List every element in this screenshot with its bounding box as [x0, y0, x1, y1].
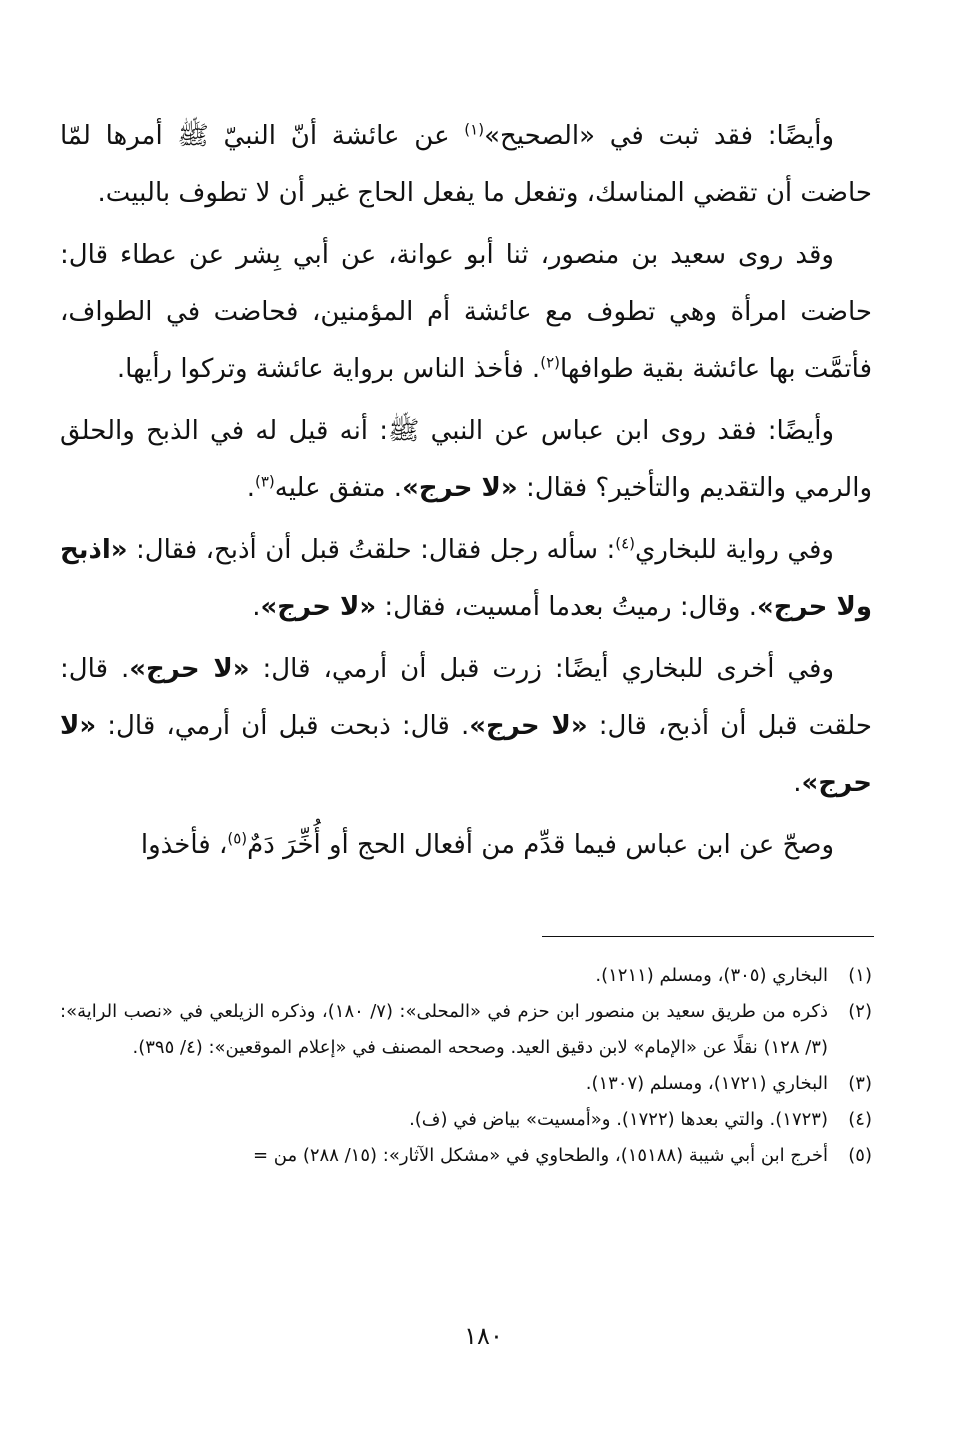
- text-run: وأيضًا: فقد روى ابن عباس عن النبي ﷺ: أنه قيل له في الذبح والحلق والرمي والتقديم والتأخير؟ فقال:: [60, 416, 872, 503]
- page-number: ١٨٠: [464, 1322, 503, 1350]
- footnote-number: (٣): [848, 1073, 872, 1094]
- text-run: وفي رواية للبخاري: [634, 535, 834, 565]
- footnote-number: (١): [848, 965, 872, 986]
- paragraph-2: [60, 227, 872, 398]
- footnote-4: [60, 1102, 872, 1138]
- text-run: . متفق عليه: [274, 473, 403, 503]
- footnote-2: [60, 994, 872, 1066]
- footnote-number: (٤): [848, 1109, 872, 1130]
- footnote-3: [60, 1066, 872, 1102]
- footnote-ref-5: (٥): [227, 829, 248, 848]
- quote-bold: «لا حرج»: [60, 711, 872, 798]
- footnote-ref-2: (٢): [540, 353, 560, 372]
- text-run: . وقال: رميتُ بعدما أمسيت، فقال:: [376, 592, 757, 622]
- paragraph-1: [60, 108, 872, 222]
- text-run: . قال: ذبحت قبل أن أرمي، قال:: [96, 711, 470, 741]
- footnote-ref-3: (٣): [254, 472, 275, 491]
- text-run: وقد روى سعيد بن منصور، ثنا أبو عوانة، عن أبي بِشر عن عطاء قال: حاضت امرأة وهي تطوف مع عائشة أم المؤمنين، فحاضت في الطواف، فأتمَّت بها عائشة بقية طوافها: [60, 240, 872, 384]
- quote-bold: «لا حرج»: [129, 654, 250, 684]
- text-run: وأيضًا: فقد ثبت في «الصحيح»: [484, 121, 835, 151]
- quote-bold: «لا حرج»: [402, 473, 518, 503]
- text-run: .: [793, 768, 802, 798]
- footnote-ref-4: (٤): [615, 534, 635, 553]
- footnote-text: أخرج ابن أبي شيبة (١٥١٨٨)، والطحاوي في «مشكل الآثار»: (١٥/ ٢٨٨) من =: [252, 1145, 828, 1166]
- footnote-number: (٥): [848, 1145, 872, 1166]
- paragraph-5: [60, 641, 872, 812]
- paragraph-6: [60, 817, 872, 874]
- footnote-5: [60, 1138, 872, 1174]
- text-run: . قال: حلقت قبل أن أذبح، قال:: [60, 654, 872, 741]
- footnote-1: [60, 958, 872, 994]
- footnote-text: البخاري (٣٠٥)، ومسلم (١٢١١).: [595, 965, 828, 986]
- text-run: .: [246, 473, 255, 503]
- text-run: وفي أخرى للبخاري أيضًا: زرت قبل أن أرمي، قال:: [249, 654, 835, 684]
- paragraph-3: [60, 403, 872, 517]
- text-run: . فأخذ الناس برواية عائشة وتركوا رأيها.: [116, 354, 541, 384]
- quote-bold: «لا حرج»: [469, 711, 588, 741]
- main-text: [60, 108, 872, 879]
- text-run: وصحّ عن ابن عباس فيما قدِّم من أفعال الحج أو أُخِّرَ دَمٌ: [247, 830, 834, 860]
- footnote-divider: [542, 936, 874, 937]
- text-run: عن عائشة أنّ النبيّ ﷺ أمرها لمّا حاضت أن تقضي المناسك، وتفعل ما يفعل الحاج غير أن لا تطوف بالبيت.: [60, 121, 872, 208]
- quote-bold: «اذبح ولا حرج»: [60, 535, 872, 622]
- footnote-number: (٢): [848, 1001, 872, 1022]
- text-run: : سأله رجل فقال: حلقتُ قبل أن أذبح، فقال:: [127, 535, 616, 565]
- footnotes: [60, 958, 872, 1174]
- footnote-text: ذكره من طريق سعيد بن منصور ابن حزم في «المحلى»: (٧/ ١٨٠)، وذكره الزيلعي في «نصب الراية»: (٣/ ١٢٨) نقلًا عن «الإمام» لابن دقيق العيد. وصححه المصنف في «إعلام الموقعين»: (٤/ ٣٩٥).: [60, 1001, 828, 1058]
- footnote-ref-1: (١): [464, 120, 485, 139]
- footnote-text: (١٧٢٣). والتي بعدها (١٧٢٢). و«أمسيت» بياض في (ف).: [409, 1109, 828, 1130]
- quote-bold: «لا حرج»: [260, 592, 377, 622]
- text-run: .: [252, 592, 261, 622]
- text-run: ، فأخذوا: [140, 830, 228, 860]
- paragraph-4: [60, 522, 872, 636]
- footnote-text: البخاري (١٧٢١)، ومسلم (١٣٠٧).: [585, 1073, 828, 1094]
